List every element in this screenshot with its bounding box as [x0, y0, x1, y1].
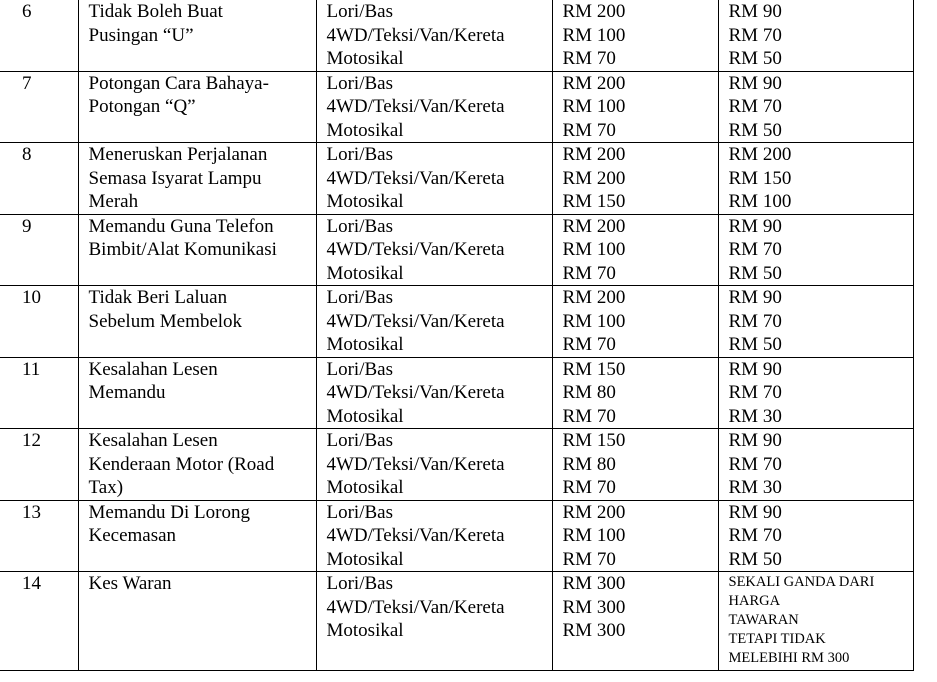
fine-amount: RM 70: [562, 477, 616, 498]
offence-text: Tax): [88, 477, 124, 498]
offence-cell: [78, 429, 316, 501]
vehicle-type: Motosikal: [326, 548, 404, 570]
table-row: [0, 572, 913, 671]
vehicle-type-cell: [316, 572, 552, 671]
offer-amount: RM 50: [728, 548, 782, 570]
offer-amount: RM 90: [728, 358, 782, 380]
offence-text: Potongan “Q”: [88, 96, 196, 117]
fine-amount: RM 150: [562, 358, 626, 380]
offence-cell: [78, 71, 316, 143]
row-number: 8: [22, 144, 32, 165]
offer-note: SEKALI GANDA DARI: [728, 574, 875, 590]
offence-text: Pusingan “U”: [88, 24, 194, 46]
fine-amount: RM 200: [562, 72, 626, 94]
offer-amount-cell: [718, 429, 913, 501]
vehicle-type: 4WD/Teksi/Van/Kereta: [326, 96, 505, 117]
vehicle-type: Lori/Bas: [326, 501, 393, 523]
offer-amount-cell: [718, 286, 913, 358]
offence-cell: [78, 214, 316, 286]
offer-amount-cell: [718, 357, 913, 429]
offer-amount: RM 30: [728, 477, 782, 498]
table-row: [0, 0, 913, 71]
vehicle-type: Lori/Bas: [326, 144, 393, 165]
table-row: [0, 71, 913, 143]
fine-amount: RM 200: [562, 167, 626, 189]
vehicle-type-cell: [316, 0, 552, 71]
offer-amount: RM 90: [728, 287, 782, 308]
offer-amount: RM 90: [728, 430, 782, 451]
offer-note: HARGA: [728, 593, 781, 609]
fine-amount: RM 200: [562, 1, 626, 22]
fine-amount: RM 200: [562, 144, 626, 165]
offence-text: Memandu Guna Telefon: [88, 215, 274, 237]
vehicle-type: Motosikal: [326, 620, 404, 641]
offer-amount: RM 50: [728, 262, 782, 284]
offer-amount: RM 70: [728, 525, 782, 546]
vehicle-type: Motosikal: [326, 334, 404, 355]
offer-amount: RM 30: [728, 405, 782, 427]
row-number-cell: [0, 429, 78, 501]
offer-amount-cell: [718, 71, 913, 143]
offence-cell: [78, 0, 316, 71]
fine-amount: RM 70: [562, 262, 616, 284]
offer-amount: RM 70: [728, 310, 782, 332]
vehicle-type: 4WD/Teksi/Van/Kereta: [326, 24, 505, 46]
row-number: 11: [22, 358, 41, 380]
offence-text: Kesalahan Lesen: [88, 430, 218, 451]
fine-amount-cell: [552, 71, 718, 143]
vehicle-type: Lori/Bas: [326, 358, 393, 380]
vehicle-type: Motosikal: [326, 405, 404, 427]
fine-amount: RM 70: [562, 548, 616, 570]
vehicle-type-cell: [316, 71, 552, 143]
row-number: 6: [22, 1, 32, 22]
vehicle-type: Motosikal: [326, 477, 404, 498]
offence-text: Kecemasan: [88, 525, 177, 546]
fine-amount: RM 70: [562, 334, 616, 355]
offence-cell: [78, 357, 316, 429]
vehicle-type: Motosikal: [326, 262, 404, 284]
offence-text: Sebelum Membelok: [88, 310, 243, 332]
offence-text: Merah: [88, 191, 139, 212]
offence-cell: [78, 572, 316, 671]
offer-amount-cell: [718, 0, 913, 71]
fine-amount: RM 70: [562, 119, 616, 141]
offence-text: Memandu Di Lorong: [88, 501, 250, 523]
vehicle-type: Lori/Bas: [326, 1, 393, 22]
fine-amount: RM 100: [562, 239, 626, 260]
row-number-cell: [0, 357, 78, 429]
offer-amount: RM 70: [728, 453, 782, 475]
vehicle-type: 4WD/Teksi/Van/Kereta: [326, 525, 505, 546]
fine-amount: RM 80: [562, 382, 616, 403]
offence-text: Kenderaan Motor (Road: [88, 453, 275, 475]
vehicle-type: Lori/Bas: [326, 430, 393, 451]
fine-amount: RM 200: [562, 501, 626, 523]
offer-amount: RM 150: [728, 167, 792, 189]
offer-note: MELEBIHI RM 300: [728, 650, 850, 666]
vehicle-type: 4WD/Teksi/Van/Kereta: [326, 310, 505, 332]
fine-amount-cell: [552, 572, 718, 671]
fine-amount-cell: [552, 286, 718, 358]
offer-amount: RM 200: [728, 144, 792, 165]
vehicle-type-cell: [316, 214, 552, 286]
row-number: 12: [22, 430, 41, 451]
row-number-cell: [0, 214, 78, 286]
vehicle-type: Motosikal: [326, 48, 404, 69]
vehicle-type: 4WD/Teksi/Van/Kereta: [326, 382, 505, 403]
offer-amount: RM 90: [728, 501, 782, 523]
row-number: 13: [22, 501, 41, 523]
offence-cell: [78, 286, 316, 358]
fine-amount: RM 200: [562, 287, 626, 308]
vehicle-type-cell: [316, 143, 552, 215]
row-number-cell: [0, 143, 78, 215]
fine-amount: RM 70: [562, 405, 616, 427]
offence-text: Semasa Isyarat Lampu: [88, 167, 262, 189]
fine-amount: RM 100: [562, 525, 626, 546]
fine-amount-cell: [552, 0, 718, 71]
vehicle-type: Lori/Bas: [326, 215, 393, 237]
vehicle-type-cell: [316, 500, 552, 572]
row-number-cell: [0, 0, 78, 71]
offence-cell: [78, 500, 316, 572]
offence-text: Kes Waran: [88, 573, 172, 594]
fine-amount: RM 100: [562, 24, 626, 46]
table-row: [0, 429, 913, 501]
offer-amount-cell: [718, 500, 913, 572]
offer-amount: RM 100: [728, 191, 792, 212]
fine-amount: RM 300: [562, 573, 626, 594]
fine-amount-cell: [552, 214, 718, 286]
offer-amount: RM 50: [728, 334, 782, 355]
offence-text: Bimbit/Alat Komunikasi: [88, 239, 277, 260]
row-number: 9: [22, 215, 32, 237]
row-number: 7: [22, 72, 32, 94]
offer-amount: RM 90: [728, 72, 782, 94]
offer-amount: RM 50: [728, 48, 782, 69]
offer-amount-cell: [718, 214, 913, 286]
offer-amount: RM 70: [728, 239, 782, 260]
vehicle-type: Motosikal: [326, 119, 404, 141]
table-row: [0, 214, 913, 286]
fine-amount-cell: [552, 429, 718, 501]
table-row: [0, 143, 913, 215]
vehicle-type-cell: [316, 286, 552, 358]
offence-cell: [78, 143, 316, 215]
row-number-cell: [0, 572, 78, 671]
vehicle-type: 4WD/Teksi/Van/Kereta: [326, 453, 505, 475]
offence-text: Meneruskan Perjalanan: [88, 144, 268, 165]
vehicle-type: Lori/Bas: [326, 287, 393, 308]
offence-text: Tidak Beri Laluan: [88, 287, 228, 308]
offer-amount-cell: [718, 143, 913, 215]
vehicle-type: 4WD/Teksi/Van/Kereta: [326, 167, 505, 189]
table-row: [0, 500, 913, 572]
vehicle-type-cell: [316, 357, 552, 429]
table-row: [0, 357, 913, 429]
row-number-cell: [0, 286, 78, 358]
fine-amount: RM 80: [562, 453, 616, 475]
fine-amount: RM 100: [562, 310, 626, 332]
vehicle-type: Motosikal: [326, 191, 404, 212]
offer-amount: RM 70: [728, 382, 782, 403]
vehicle-type: Lori/Bas: [326, 573, 393, 594]
vehicle-type: 4WD/Teksi/Van/Kereta: [326, 596, 505, 618]
offence-text: Memandu: [88, 382, 166, 403]
fine-amount: RM 300: [562, 596, 626, 618]
fine-amount: RM 150: [562, 191, 626, 212]
offer-amount: RM 70: [728, 24, 782, 46]
offer-amount: RM 90: [728, 215, 782, 237]
offence-text: Kesalahan Lesen: [88, 358, 218, 380]
offer-amount: RM 50: [728, 119, 782, 141]
table-row: [0, 286, 913, 358]
fine-amount: RM 100: [562, 96, 626, 117]
offer-note-cell: [718, 572, 913, 671]
offer-note: TAWARAN: [728, 612, 799, 628]
vehicle-type-cell: [316, 429, 552, 501]
fine-amount: RM 150: [562, 430, 626, 451]
row-number: 14: [22, 573, 41, 594]
fine-amount: RM 200: [562, 215, 626, 237]
fine-amount: RM 70: [562, 48, 616, 69]
fine-amount-cell: [552, 500, 718, 572]
vehicle-type: Lori/Bas: [326, 72, 393, 94]
row-number-cell: [0, 500, 78, 572]
fine-amount: RM 300: [562, 620, 626, 641]
row-number: 10: [22, 287, 41, 308]
offence-text: Tidak Boleh Buat: [88, 1, 223, 22]
vehicle-type: 4WD/Teksi/Van/Kereta: [326, 239, 505, 260]
fine-amount-cell: [552, 143, 718, 215]
row-number-cell: [0, 71, 78, 143]
offer-note: TETAPI TIDAK: [728, 631, 826, 647]
offer-amount: RM 70: [728, 96, 782, 117]
fine-amount-cell: [552, 357, 718, 429]
offence-text: Potongan Cara Bahaya-: [88, 72, 269, 94]
offer-amount: RM 90: [728, 1, 782, 22]
